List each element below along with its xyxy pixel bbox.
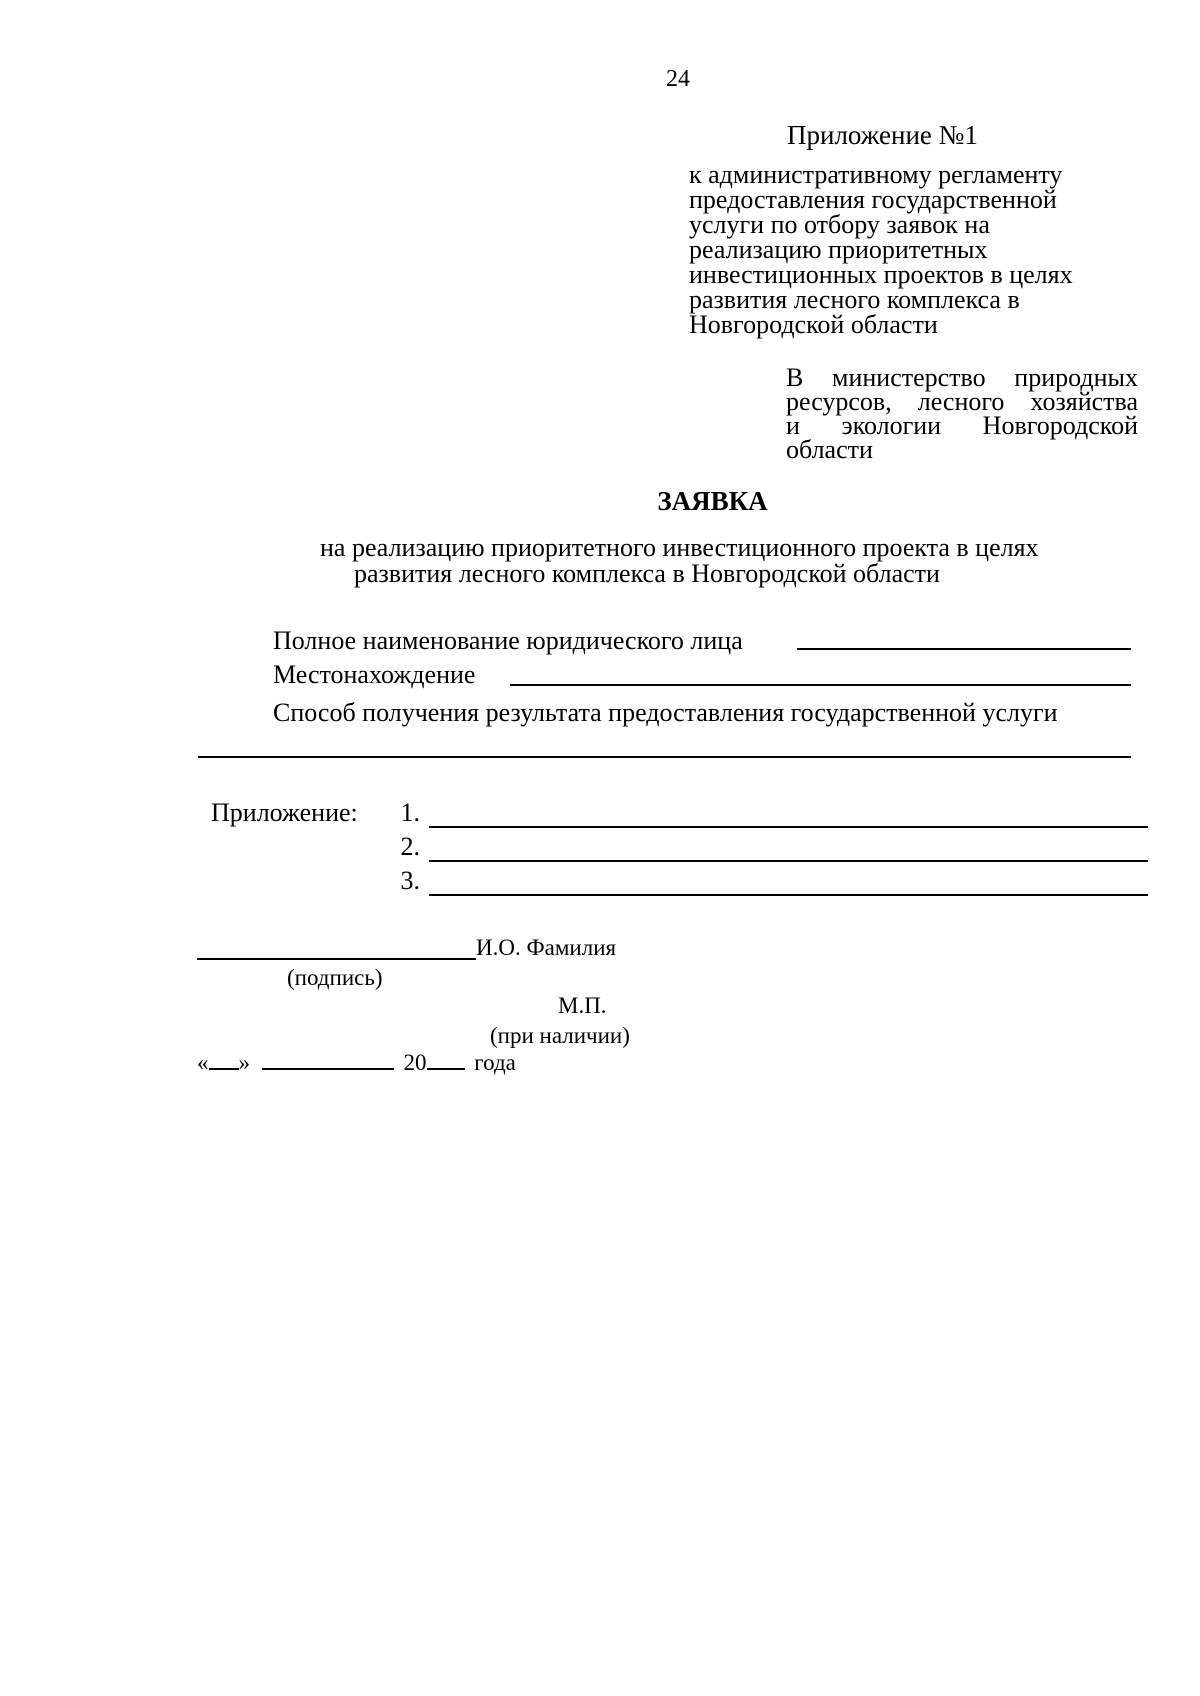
attachment-number: 1.: [400, 798, 420, 827]
day-field[interactable]: [209, 1050, 239, 1070]
addressee-line: и экологии Новгородской: [786, 411, 1138, 440]
result-method-field[interactable]: [198, 756, 1131, 758]
location-field[interactable]: [510, 684, 1131, 686]
entity-name-label: Полное наименование юридического лица: [273, 626, 743, 655]
document-subtitle-line: на реализацию приоритетного инвестиционного проекта в целях: [320, 533, 1039, 562]
addressee-block: [786, 363, 1138, 464]
regulation-reference: [689, 162, 1109, 337]
attachment-field[interactable]: [429, 860, 1148, 862]
document-title: ЗАЯВКА: [657, 486, 768, 516]
document-subtitle-line: развития лесного комплекса в Новгородской области: [354, 559, 940, 588]
seal-note: (при наличии): [490, 1023, 630, 1048]
date-open-quote: «: [197, 1050, 209, 1075]
attachments-label: Приложение:: [211, 798, 358, 827]
attachment-number: 3.: [400, 866, 420, 895]
date-row: [197, 1050, 516, 1074]
signature-field[interactable]: [197, 958, 476, 960]
month-field[interactable]: [262, 1050, 394, 1070]
entity-name-field[interactable]: [797, 648, 1131, 650]
attachment-number: 2.: [400, 832, 420, 861]
regulation-reference-line: развития лесного комплекса в: [689, 285, 1020, 314]
name-placeholder: И.О. Фамилия: [476, 935, 617, 960]
year-suffix: года: [474, 1050, 516, 1075]
year-field[interactable]: [427, 1050, 465, 1070]
regulation-reference-line: инвестиционных проектов в целях: [689, 260, 1073, 289]
regulation-reference-line: реализацию приоритетных: [689, 235, 988, 264]
regulation-reference-line: предоставления государственной: [689, 185, 1057, 214]
attachment-field[interactable]: [429, 826, 1148, 828]
regulation-reference-line: к административному регламенту: [689, 160, 1063, 189]
year-prefix: 20: [403, 1050, 427, 1075]
addressee-line: В министерство природных: [786, 363, 1138, 392]
addressee-line: области: [786, 435, 873, 464]
seal-label: М.П.: [558, 993, 607, 1018]
page-number: 24: [666, 66, 690, 92]
result-method-label: Способ получения результата предоставления государственной услуги: [273, 698, 1058, 727]
appendix-title: Приложение №1: [787, 120, 978, 150]
regulation-reference-line: Новгородской области: [689, 310, 938, 339]
signature-caption: (подпись): [287, 965, 383, 990]
addressee-line: ресурсов, лесного хозяйства: [786, 387, 1138, 416]
attachment-field[interactable]: [429, 894, 1148, 896]
date-close-quote: »: [238, 1050, 250, 1075]
location-label: Местонахождение: [273, 660, 476, 689]
regulation-reference-line: услуги по отбору заявок на: [689, 210, 990, 239]
